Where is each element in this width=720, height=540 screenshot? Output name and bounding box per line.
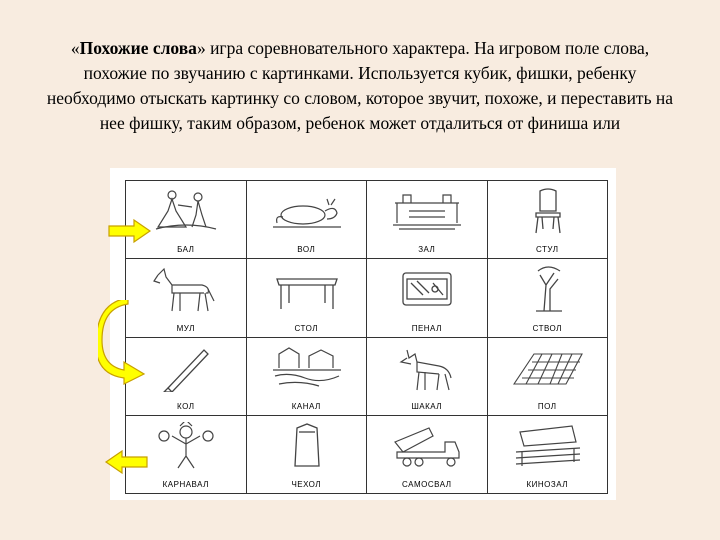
word-label: ВОЛ <box>297 245 316 255</box>
word-label: ПЕНАЛ <box>411 323 442 333</box>
start-arrow-icon <box>108 218 152 244</box>
canal-icon <box>269 344 345 392</box>
word-label: САМОСВАЛ <box>402 480 452 489</box>
board-cell-pol[interactable] <box>488 338 609 416</box>
chair-icon <box>510 187 586 235</box>
word-label: СТОЛ <box>294 323 318 333</box>
board-cell-zal[interactable] <box>367 181 488 259</box>
board-cell-samosval[interactable] <box>367 416 488 494</box>
board-cell-stol[interactable] <box>247 259 368 337</box>
word-label: ПОЛ <box>537 401 557 411</box>
word-label: МУЛ <box>176 323 195 333</box>
board-cell-shakal[interactable] <box>367 338 488 416</box>
board-cell-penal[interactable] <box>367 259 488 337</box>
game-board-card <box>110 168 616 500</box>
board-cell-stvol[interactable] <box>488 259 609 337</box>
finish-arrow-icon <box>104 449 148 475</box>
board-cell-kanal[interactable] <box>247 338 368 416</box>
mule-icon <box>148 265 224 313</box>
hall-icon <box>389 187 465 235</box>
word-label: ШАКАЛ <box>411 401 443 411</box>
cover-icon <box>269 422 345 470</box>
board-cell-chekhol[interactable] <box>247 416 368 494</box>
word-label: ЗАЛ <box>418 245 436 255</box>
cinema-hall-icon <box>510 422 586 470</box>
word-label: КОЛ <box>177 401 195 411</box>
slide-description <box>40 36 680 136</box>
game-title: Похожие слова <box>79 38 197 58</box>
tree-trunk-icon <box>510 265 586 313</box>
carnival-icon <box>148 422 224 470</box>
pencil-case-icon <box>389 265 465 313</box>
word-label: БАЛ <box>177 245 195 255</box>
turn-arrow-icon <box>98 300 148 386</box>
description-text: » игра соревновательного характера. На игровом поле слова, похожие по звучанию с картинками. Используется кубик, фишки, ребенку необходимо отыскать картинку со словом, которое звучит, похоже, и переставить на нее фишку, таким образом, ребенок может отдалиться от финиша или <box>46 38 674 133</box>
board-cell-vol[interactable] <box>247 181 368 259</box>
word-label: ЧЕХОЛ <box>291 480 322 489</box>
word-label: СТУЛ <box>536 245 559 255</box>
stake-icon <box>148 344 224 392</box>
game-board-grid <box>125 180 608 494</box>
floor-icon <box>510 344 586 392</box>
dump-truck-icon <box>389 422 465 470</box>
word-label: КИНОЗАЛ <box>526 480 568 489</box>
word-label: СТВОЛ <box>532 323 562 333</box>
board-cell-stul[interactable] <box>488 181 609 259</box>
table-icon <box>269 265 345 313</box>
open-quote: « <box>70 38 80 58</box>
ox-icon <box>269 187 345 235</box>
jackal-icon <box>389 344 465 392</box>
word-label: КАРНАВАЛ <box>162 480 209 489</box>
word-label: КАНАЛ <box>291 401 321 411</box>
board-cell-kinozal[interactable] <box>488 416 609 494</box>
ball-dancers-icon <box>148 187 224 235</box>
